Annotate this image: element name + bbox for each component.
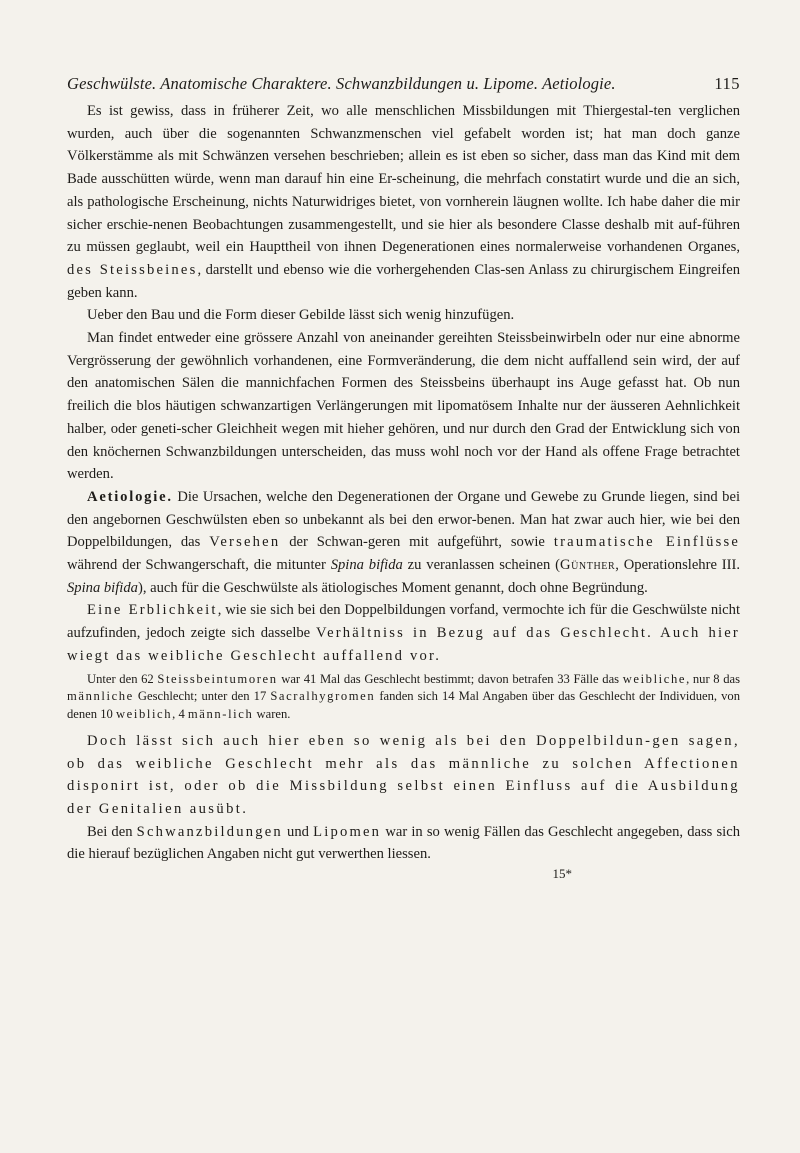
author-name: Günther — [559, 557, 616, 574]
closing-text — [67, 821, 740, 866]
spaced-paragraph-geschlecht: Doch lässt sich auch hier eben so wenig als bei den Doppelbildun-gen sagen, ob das weibliche Geschlecht mehr als das männliche zu solchen Affectionen disponirt ist, oder ob die Missbildung selbst einen Einfluss auf die Ausbildung der Genitalien ausübt. — [67, 732, 740, 818]
spaced-term: des Steissbeines — [67, 261, 198, 278]
page-number: 115 — [714, 74, 740, 93]
signature-mark: 15* — [552, 866, 572, 882]
running-title: Geschwülste. Anatomische Charaktere. Schwanzbildungen u. Lipome. Aetiologie. — [67, 74, 616, 93]
paragraph-aetiologie: Aetiologie. Die Ursachen, welche den Degenerationen der Organe und Gewebe zu Grunde liegen, sind bei den angebornen Geschwülsten eben so unbekannt als bei den erwor-benen. Man hat zwar auch hier, wie bei den Doppelbildungen, das Versehen der Schwan-geren mit aufgeführt, sowie traumatische Einflüsse während der Schwangerschaft, die mitunter Spina bifida zu veranlassen scheinen (Günther, Operationslehre III. Spina bifida), auch für die Geschwülste als ätiologisches Moment genannt, doch ohne Begründung. — [67, 488, 741, 596]
paragraph-schwanzbildungen-lipome: Bei den Schwanzbildungen und Lipomen war in so wenig Fällen das Geschlecht angegeben, dass sich die hierauf bezüglichen Angaben nicht gut verwerthen liessen. — [67, 823, 740, 863]
main-text — [67, 100, 740, 668]
paragraph-bau-form: Ueber den Bau und die Form dieser Gebilde lässt sich wenig hinzufügen. — [87, 307, 515, 324]
paragraph-erblichkeit: Eine Erblichkeit, wie sie sich bei den Doppelbildungen vorfand, vermochte ich für die Geschwülste nicht aufzufinden, jedoch zeigte sich dasselbe Verhältniss in Bezug auf das Geschlecht. Auch hier wiegt das weibliche Geschlecht auffallend vor. — [67, 602, 740, 664]
paragraph-schwanzmenschen: Es ist gewiss, dass in früherer Zeit, wo alle menschlichen Missbildungen mit Thiergestal-ten verglichen wurden, auch über die sogenannten Schwanzmenschen viel gefabelt worden ist; hat man doch ganze Völkerstämme als mit Schwänzen versehen beschrieben; allein es ist eben so sicher, dass man das Kind mit dem Bade ausschütten würde, wenn man darauf hin eine Er-scheinung, die mehrfach constatirt wurde und die an sich, als pathologische Erscheinung, nichts Naturwidriges bietet, von vornherein läugnen wollte. Ich habe daher die mir sicher erschie-nenen Beobachtungen zusammengestellt, und sie hier als besondere Classe deshalb mit auf-führen zu müssen geglaubt, weil ein Haupttheil von ihnen Degenerationen eines normalerweise vorhandenen Organes, des Steissbeines, darstellt und ebenso wie die vorhergehenden Clas-sen Anlass zu chirurgischem Eingreifen geben kann. — [67, 103, 740, 301]
section-heading-aetiologie: Aetiologie. — [87, 488, 173, 505]
running-header — [67, 74, 740, 94]
paragraph-steissbein-formen: Man findet entweder eine grössere Anzahl von aneinander gereihten Steissbeinwirbeln oder nur eine abnorme Vergrösserung der gewöhnlich vorhandenen, eine Formveränderung, die dem nicht auffallend sein wird, der auf den anatomischen Sälen die mannichfachen Formen des Steissbeins überhaupt ins Auge gefasst hat. Ob nun freilich die blos häutigen schwanzartigen Verlängerungen mit lipomatösem Inhalte nur der äusseren Aehnlichkeit halber, oder geneti-scher Gleichheit wegen mit hieher gehören, und nur durch den Grad der Entwicklung sich von den knöchernen Schwanzbildungen unterscheiden, das muss wohl noch vor der Hand als offene Frage betrachtet werden. — [67, 330, 740, 483]
small-print-statistics: Unter den 62 Steissbeintumoren war 41 Mal das Geschlecht bestimmt; davon betrafen 33 Fälle das weibliche, nur 8 das männliche Geschlecht; unter den 17 Sacralhygromen fanden sich 14 Mal Angaben über das Geschlecht der Individuen, von denen 10 weiblich, 4 männ-lich waren. — [67, 671, 741, 722]
